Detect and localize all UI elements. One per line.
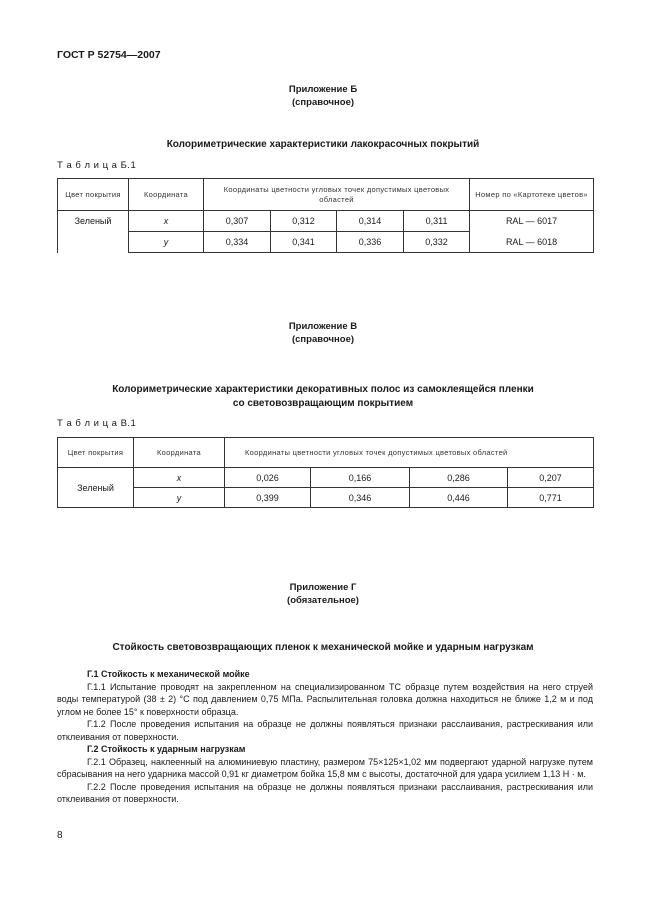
appendix-b-title: Колориметрические характеристики лакокрасочных покрытий — [166, 139, 480, 150]
table-row — [58, 232, 594, 253]
table-b1-value: 0,341 — [271, 232, 337, 253]
appendix-g-note: (обязательное) — [287, 595, 359, 606]
table-b1-header-coord: Координата — [129, 179, 204, 211]
appendix-v-heading — [0, 320, 646, 346]
table-v1-header-coord: Координата — [134, 438, 225, 468]
table-v1-value: 0,771 — [508, 488, 594, 508]
table-v1-value: 0,166 — [311, 468, 410, 488]
table-v1-value: 0,346 — [311, 488, 410, 508]
table-v1 — [57, 437, 594, 508]
clause-g2-2: Г.2.2 После проведения испытания на образце не должны появляться признаки расслаивания, растрескивания или отклеивания от поверхности. — [57, 781, 593, 804]
appendix-g-label: Приложение Г — [289, 582, 357, 593]
appendix-g-body — [57, 668, 593, 806]
table-row — [58, 211, 594, 232]
section-g1-heading: Г.1 Стойкость к механической мойке — [87, 669, 250, 679]
appendix-v-note: (справочное) — [291, 334, 355, 345]
table-b1-coord: y — [129, 232, 204, 253]
appendix-v-title-line1: Колориметрические характеристики декоративных полос из самоклеящейся пленки — [112, 384, 534, 395]
table-b1-color-cell: Зеленый — [58, 211, 129, 253]
table-v1-color-cell: Зеленый — [58, 468, 134, 508]
table-v1-value: 0,446 — [410, 488, 508, 508]
table-v1-caption: Т а б л и ц а В.1 — [57, 418, 137, 429]
table-v1-value: 0,207 — [508, 468, 594, 488]
page-number: 8 — [57, 830, 63, 841]
table-b1-header-color: Цвет покрытия — [58, 179, 129, 211]
section-g2-heading: Г.2 Стойкость к ударным нагрузкам — [87, 744, 246, 754]
clause-g2-1: Г.2.1 Образец, наклеенный на алюминиевую пластину, размером 75×125×1,02 мм подвергают ударной нагрузке путем сбрасывания на него ударника массой 0,91 кг диаметром бойка 15,8 мм с высоты, достаточной для удара усилием 1,13 Н · м. — [57, 756, 593, 779]
table-b1-value: 0,334 — [204, 232, 271, 253]
table-b1-value: 0,312 — [271, 211, 337, 232]
table-b1 — [57, 178, 594, 253]
appendix-b-label: Приложение Б — [288, 84, 358, 95]
table-b1-coord: x — [129, 211, 204, 232]
table-row — [58, 468, 594, 488]
appendix-g-heading — [0, 581, 646, 607]
appendix-g-title: Стойкость световозвращающих пленок к механической мойке и ударным нагрузкам — [112, 642, 534, 653]
document-code: ГОСТ Р 52754—2007 — [57, 49, 161, 61]
table-b1-caption: Т а б л и ц а Б.1 — [57, 160, 137, 171]
table-b1-value: 0,336 — [337, 232, 404, 253]
table-row — [58, 488, 594, 508]
table-v1-header-points: Координаты цветности угловых точек допустимых цветовых областей — [225, 438, 594, 468]
table-b1-value: 0,311 — [404, 211, 470, 232]
table-b1-value: 0,332 — [404, 232, 470, 253]
table-v1-value: 0,399 — [225, 488, 311, 508]
appendix-v-title-line2: со световозвращающим покрытием — [232, 398, 414, 409]
table-v1-coord: y — [134, 488, 225, 508]
table-b1-card: RAL — 6017 — [470, 211, 594, 232]
table-v1-value: 0,026 — [225, 468, 311, 488]
table-b1-header-points: Координаты цветности угловых точек допустимых цветовых областей — [204, 179, 470, 211]
table-b1-value: 0,314 — [337, 211, 404, 232]
appendix-v-title — [0, 383, 646, 411]
table-b1-card: RAL — 6018 — [470, 232, 594, 253]
table-v1-header-color: Цвет покрытия — [58, 438, 134, 468]
table-v1-value: 0,286 — [410, 468, 508, 488]
clause-g1-1: Г.1.1 Испытание проводят на закрепленном на специализированном ТС образце путем воздействия на него струей воды температурой (38 ± 2) °С под давлением 0,75 МПа. Распылительная головка должна находиться не ближе 1,2 м и под углом не более 15° к поверхности образца. — [57, 681, 593, 717]
table-b1-value: 0,307 — [204, 211, 271, 232]
appendix-v-label: Приложение В — [288, 321, 358, 332]
table-v1-coord: x — [134, 468, 225, 488]
table-b1-header-card: Номер по «Картотеке цветов» — [470, 179, 594, 211]
appendix-b-note: (справочное) — [291, 97, 355, 108]
appendix-b-heading — [0, 83, 646, 109]
clause-g1-2: Г.1.2 После проведения испытания на образце не должны появляться признаки расслаивания, растрескивания или отклеивания от поверхности. — [57, 719, 593, 742]
